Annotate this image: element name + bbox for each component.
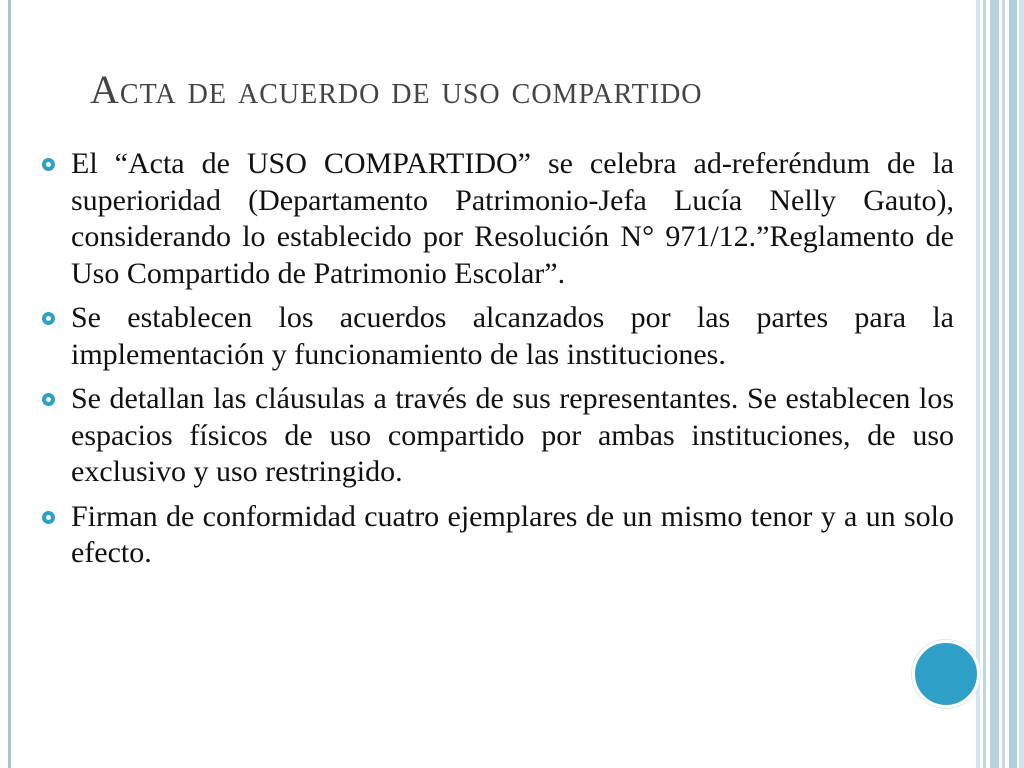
right-stripe (983, 0, 986, 768)
ring-bullet-icon (42, 393, 55, 406)
bullet-text: Firman de conformidad cuatro ejemplares de un mismo tenor y a un solo efecto. (71, 499, 954, 569)
slide-title: Acta de acuerdo de uso compartido (90, 67, 703, 112)
right-stripe (1009, 0, 1017, 768)
right-stripe (1002, 0, 1005, 768)
ring-bullet-icon (42, 158, 55, 171)
right-stripe (990, 0, 999, 768)
right-stripe (1019, 0, 1024, 768)
bullet-text: Se establecen los acuerdos alcanzados por las partes para la implementación y funcionamiento de las instituciones. (71, 301, 954, 371)
bullet-text: Se detallan las cláusulas a través de sus representantes. Se establecen los espacios físicos de uso compartido por ambas instituciones, de uso exclusivo y uso restringido. (71, 382, 954, 488)
right-stripe (976, 0, 980, 768)
bullet-list (42, 146, 954, 580)
list-item (42, 499, 954, 572)
circle-decoration (912, 640, 980, 708)
list-item (42, 381, 954, 491)
ring-bullet-icon (42, 312, 55, 325)
list-item (42, 146, 954, 292)
list-item (42, 300, 954, 373)
left-border-line (8, 0, 11, 768)
bullet-text: El “Acta de USO COMPARTIDO” se celebra ad-referéndum de la superioridad (Departamento Patrimonio-Jefa Lucía Nelly Gauto), considerando lo establecido por Resolución N° 971/12.”Reglamento de Uso Compartido de Patrimonio Escolar”. (71, 147, 954, 290)
ring-bullet-icon (42, 511, 55, 524)
